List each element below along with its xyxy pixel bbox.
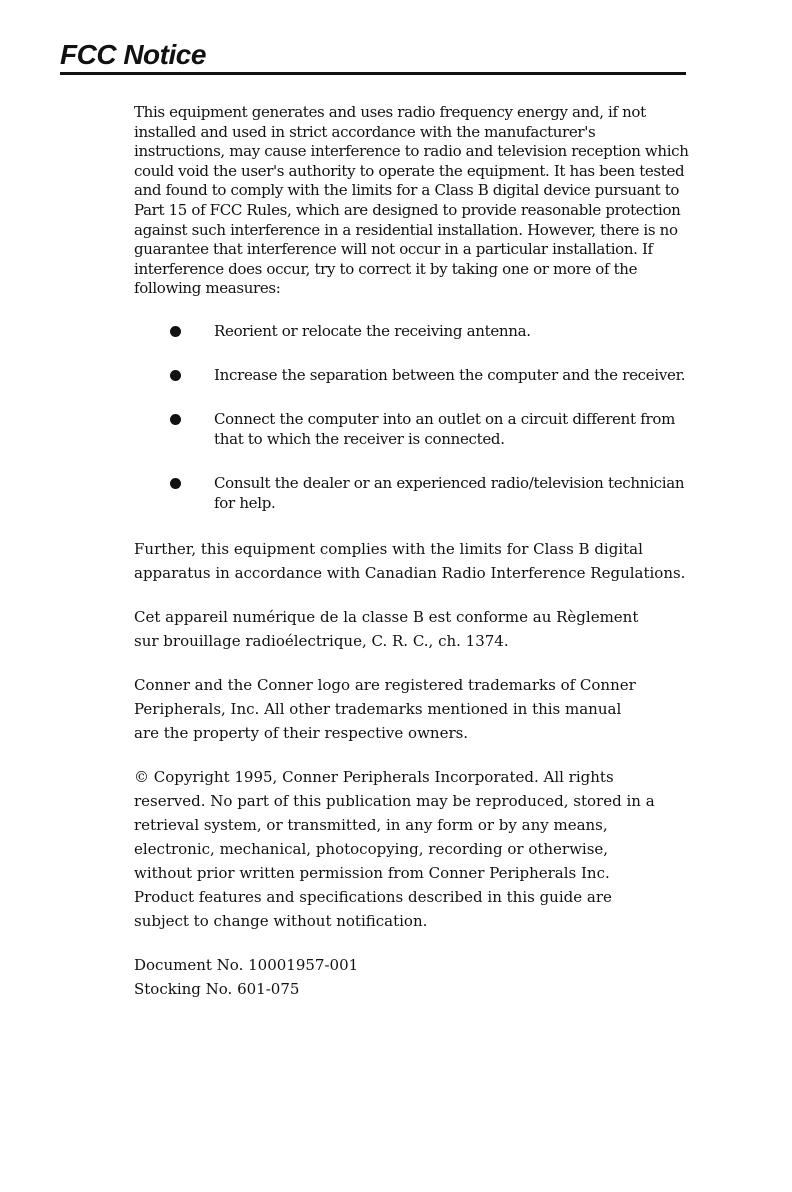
measure-text: Consult the dealer or an experienced radio/television technician for help. (214, 473, 685, 512)
bullet-icon (170, 326, 181, 337)
french-compliance-paragraph (134, 605, 690, 653)
text-line: are the property of their respective owners. (134, 723, 469, 742)
measure-text: Increase the separation between the computer and the receiver. (214, 365, 686, 384)
document-body (134, 103, 690, 1001)
text-line: Cet appareil numérique de la classe B est conforme au Règlement (134, 607, 639, 626)
bullet-icon (170, 478, 181, 489)
text-line: without prior written permission from Conner Peripherals Inc. (134, 863, 610, 882)
copyright-paragraph (134, 765, 690, 933)
title-rule (60, 72, 686, 75)
text-line: reserved. No part of this publication may be reproduced, stored in a (134, 791, 655, 810)
fcc-notice-paragraph: This equipment generates and uses radio frequency energy and, if not installed and used in strict accordance with the manufacturer's instructions, may cause interference to radio and television reception which could void the user's authority to operate the equipment. It has been tested and found to comply with the limits for a Class B digital device pursuant to Part 15 of FCC Rules, which are designed to provide reasonable protection against such interference in a residential installation. However, there is no guarantee that interference will not occur in a particular installation. If interference does occur, try to correct it by taking one or more of the following measures: (134, 103, 689, 298)
text-line: sur brouillage radioélectrique, C. R. C., ch. 1374. (134, 631, 509, 650)
measure-text: Connect the computer into an outlet on a circuit different from that to which the receiver is connected. (214, 409, 675, 448)
text-line: electronic, mechanical, photocopying, recording or otherwise, (134, 839, 609, 858)
text-line: Peripherals, Inc. All other trademarks mentioned in this manual (134, 699, 622, 718)
bullet-icon (170, 370, 181, 381)
page-title: FCC Notice (60, 39, 206, 70)
document-number: Document No. 10001957-001 (134, 955, 359, 974)
measure-item (134, 321, 690, 341)
measures-list (134, 321, 690, 513)
trademark-paragraph (134, 673, 690, 745)
text-line: © Copyright 1995, Conner Peripherals Incorporated. All rights (134, 767, 614, 786)
document-info (134, 953, 690, 1001)
canadian-compliance-paragraph (134, 537, 690, 585)
text-line: retrieval system, or transmitted, in any form or by any means, (134, 815, 608, 834)
measure-item (134, 473, 690, 513)
bullet-icon (170, 414, 181, 425)
measure-item (134, 365, 690, 385)
text-line: Further, this equipment complies with the limits for Class B digital (134, 539, 643, 558)
text-line: Conner and the Conner logo are registered trademarks of Conner (134, 675, 636, 694)
stocking-number: Stocking No. 601-075 (134, 979, 300, 998)
text-line: apparatus in accordance with Canadian Radio Interference Regulations. (134, 563, 686, 582)
page-header (60, 38, 686, 75)
text-line: subject to change without notification. (134, 911, 428, 930)
measure-item (134, 409, 690, 449)
measure-text: Reorient or relocate the receiving antenna. (214, 321, 531, 340)
text-line: Product features and specifications described in this guide are (134, 887, 612, 906)
